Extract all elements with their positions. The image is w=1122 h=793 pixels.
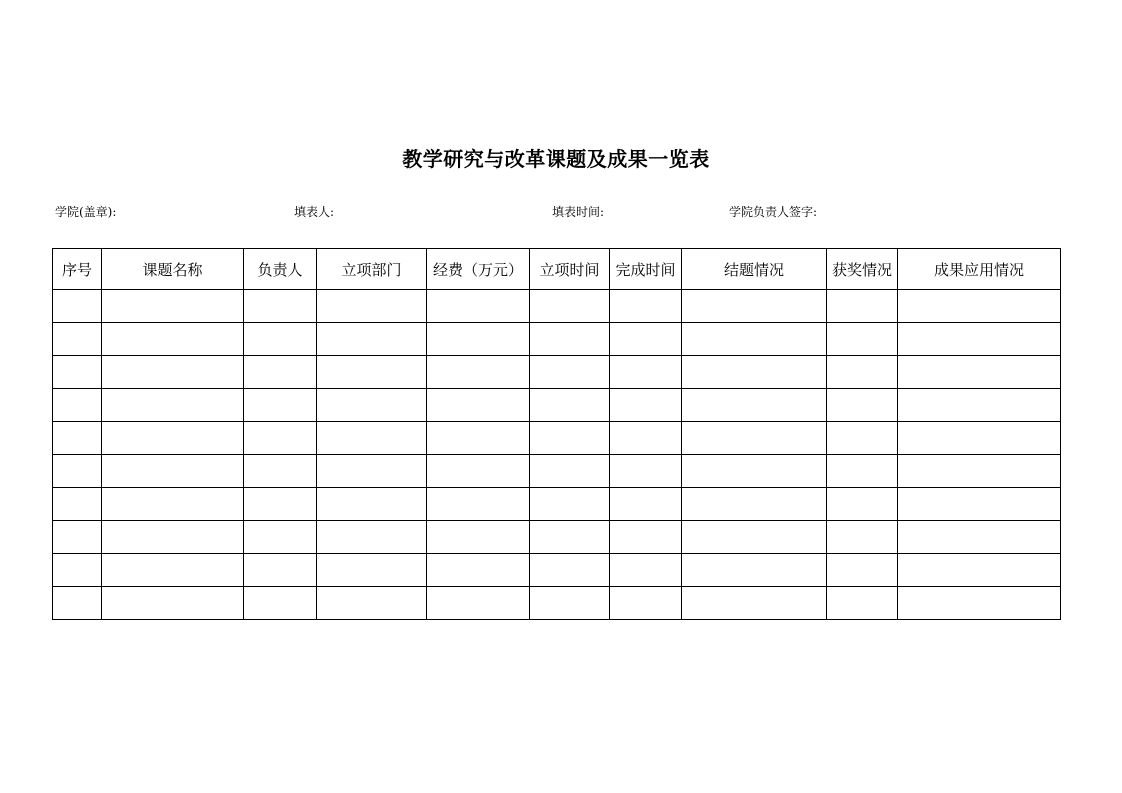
header-approval-date: 立项时间 bbox=[530, 249, 610, 290]
table-cell[interactable] bbox=[682, 323, 827, 356]
table-row bbox=[53, 587, 1061, 620]
table-cell[interactable] bbox=[53, 455, 102, 488]
table-cell[interactable] bbox=[898, 488, 1061, 521]
header-awards: 获奖情况 bbox=[827, 249, 898, 290]
table-cell[interactable] bbox=[682, 587, 827, 620]
projects-table bbox=[52, 248, 1061, 620]
table-cell[interactable] bbox=[102, 488, 244, 521]
table-header-row bbox=[53, 249, 1061, 290]
table-cell[interactable] bbox=[244, 455, 317, 488]
table-row bbox=[53, 554, 1061, 587]
header-approving-department: 立项部门 bbox=[317, 249, 427, 290]
college-head-signature-label: 学院负责人签字: bbox=[729, 205, 818, 219]
table-cell[interactable] bbox=[244, 554, 317, 587]
table-cell[interactable] bbox=[530, 356, 610, 389]
table-cell[interactable] bbox=[102, 554, 244, 587]
header-project-name: 课题名称 bbox=[102, 249, 244, 290]
table-cell[interactable] bbox=[244, 521, 317, 554]
table-cell[interactable] bbox=[317, 554, 427, 587]
table-row bbox=[53, 389, 1061, 422]
table-cell[interactable] bbox=[317, 422, 427, 455]
table-cell[interactable] bbox=[682, 554, 827, 587]
table-cell[interactable] bbox=[427, 323, 530, 356]
table-cell[interactable] bbox=[102, 290, 244, 323]
table-cell[interactable] bbox=[427, 422, 530, 455]
table-cell[interactable] bbox=[610, 587, 682, 620]
table-cell[interactable] bbox=[530, 521, 610, 554]
table-cell[interactable] bbox=[53, 587, 102, 620]
table-cell[interactable] bbox=[53, 488, 102, 521]
table-cell[interactable] bbox=[610, 521, 682, 554]
table-cell[interactable] bbox=[53, 290, 102, 323]
table-cell[interactable] bbox=[427, 521, 530, 554]
table-row bbox=[53, 488, 1061, 521]
college-seal-label: 学院(盖章): bbox=[55, 205, 117, 219]
form-filler-label: 填表人: bbox=[294, 205, 335, 219]
table-cell[interactable] bbox=[898, 290, 1061, 323]
table-cell[interactable] bbox=[827, 587, 898, 620]
table-cell[interactable] bbox=[827, 554, 898, 587]
table-row bbox=[53, 290, 1061, 323]
table-cell[interactable] bbox=[682, 389, 827, 422]
table-cell[interactable] bbox=[682, 422, 827, 455]
table-cell[interactable] bbox=[317, 323, 427, 356]
table-cell[interactable] bbox=[898, 455, 1061, 488]
table-cell[interactable] bbox=[530, 587, 610, 620]
table-cell[interactable] bbox=[827, 422, 898, 455]
table-cell[interactable] bbox=[682, 356, 827, 389]
table-cell[interactable] bbox=[317, 389, 427, 422]
table-cell[interactable] bbox=[244, 422, 317, 455]
table-cell[interactable] bbox=[427, 290, 530, 323]
header-conclusion-status: 结题情况 bbox=[682, 249, 827, 290]
table-cell[interactable] bbox=[317, 455, 427, 488]
table-cell[interactable] bbox=[610, 488, 682, 521]
table-cell[interactable] bbox=[102, 356, 244, 389]
table-cell[interactable] bbox=[102, 422, 244, 455]
table-cell[interactable] bbox=[610, 422, 682, 455]
table-cell[interactable] bbox=[898, 554, 1061, 587]
table-cell[interactable] bbox=[317, 290, 427, 323]
table-cell[interactable] bbox=[682, 488, 827, 521]
table-cell[interactable] bbox=[610, 389, 682, 422]
table-cell[interactable] bbox=[827, 488, 898, 521]
table-cell[interactable] bbox=[898, 587, 1061, 620]
header-application-of-results: 成果应用情况 bbox=[898, 249, 1061, 290]
table-cell[interactable] bbox=[610, 554, 682, 587]
table-cell[interactable] bbox=[102, 455, 244, 488]
table-cell[interactable] bbox=[898, 323, 1061, 356]
table-cell[interactable] bbox=[827, 323, 898, 356]
table-cell[interactable] bbox=[827, 521, 898, 554]
table-cell[interactable] bbox=[244, 356, 317, 389]
table-cell[interactable] bbox=[102, 521, 244, 554]
fill-time-label: 填表时间: bbox=[552, 205, 605, 219]
table-cell[interactable] bbox=[244, 587, 317, 620]
table-cell[interactable] bbox=[53, 356, 102, 389]
table-cell[interactable] bbox=[427, 488, 530, 521]
table-cell[interactable] bbox=[827, 455, 898, 488]
table-cell[interactable] bbox=[610, 290, 682, 323]
header-person-in-charge: 负责人 bbox=[244, 249, 317, 290]
header-completion-date: 完成时间 bbox=[610, 249, 682, 290]
table-cell[interactable] bbox=[898, 356, 1061, 389]
table-cell[interactable] bbox=[244, 323, 317, 356]
header-serial-number: 序号 bbox=[53, 249, 102, 290]
table-cell[interactable] bbox=[898, 422, 1061, 455]
table-cell[interactable] bbox=[427, 587, 530, 620]
table-cell[interactable] bbox=[317, 521, 427, 554]
table-cell[interactable] bbox=[530, 323, 610, 356]
table-cell[interactable] bbox=[244, 488, 317, 521]
table-cell[interactable] bbox=[610, 323, 682, 356]
table-cell[interactable] bbox=[317, 587, 427, 620]
table-row bbox=[53, 455, 1061, 488]
table-cell[interactable] bbox=[682, 455, 827, 488]
table-cell[interactable] bbox=[682, 521, 827, 554]
table-cell[interactable] bbox=[102, 389, 244, 422]
table-cell[interactable] bbox=[530, 290, 610, 323]
table-cell[interactable] bbox=[530, 389, 610, 422]
table-cell[interactable] bbox=[530, 554, 610, 587]
table-cell[interactable] bbox=[102, 323, 244, 356]
table-cell[interactable] bbox=[682, 290, 827, 323]
table-cell[interactable] bbox=[102, 587, 244, 620]
table-cell[interactable] bbox=[427, 554, 530, 587]
table-cell[interactable] bbox=[827, 389, 898, 422]
table-cell[interactable] bbox=[610, 455, 682, 488]
table-cell[interactable] bbox=[530, 422, 610, 455]
table-cell[interactable] bbox=[427, 356, 530, 389]
table-cell[interactable] bbox=[898, 521, 1061, 554]
table-row bbox=[53, 356, 1061, 389]
table-cell[interactable] bbox=[530, 455, 610, 488]
table-cell[interactable] bbox=[53, 323, 102, 356]
table-cell[interactable] bbox=[53, 554, 102, 587]
table-cell[interactable] bbox=[53, 521, 102, 554]
table-cell[interactable] bbox=[610, 356, 682, 389]
table-row bbox=[53, 422, 1061, 455]
table-cell[interactable] bbox=[317, 356, 427, 389]
table-cell[interactable] bbox=[898, 389, 1061, 422]
table-row bbox=[53, 323, 1061, 356]
header-funding: 经费（万元） bbox=[427, 249, 530, 290]
table-cell[interactable] bbox=[244, 389, 317, 422]
table-body bbox=[53, 290, 1061, 620]
table-cell[interactable] bbox=[427, 455, 530, 488]
table-cell[interactable] bbox=[53, 389, 102, 422]
table-cell[interactable] bbox=[427, 389, 530, 422]
table-cell[interactable] bbox=[827, 290, 898, 323]
table-cell[interactable] bbox=[244, 290, 317, 323]
document-title: 教学研究与改革课题及成果一览表 bbox=[402, 147, 710, 171]
table-row bbox=[53, 521, 1061, 554]
table-cell[interactable] bbox=[317, 488, 427, 521]
table-cell[interactable] bbox=[53, 422, 102, 455]
table-cell[interactable] bbox=[827, 356, 898, 389]
table-cell[interactable] bbox=[530, 488, 610, 521]
